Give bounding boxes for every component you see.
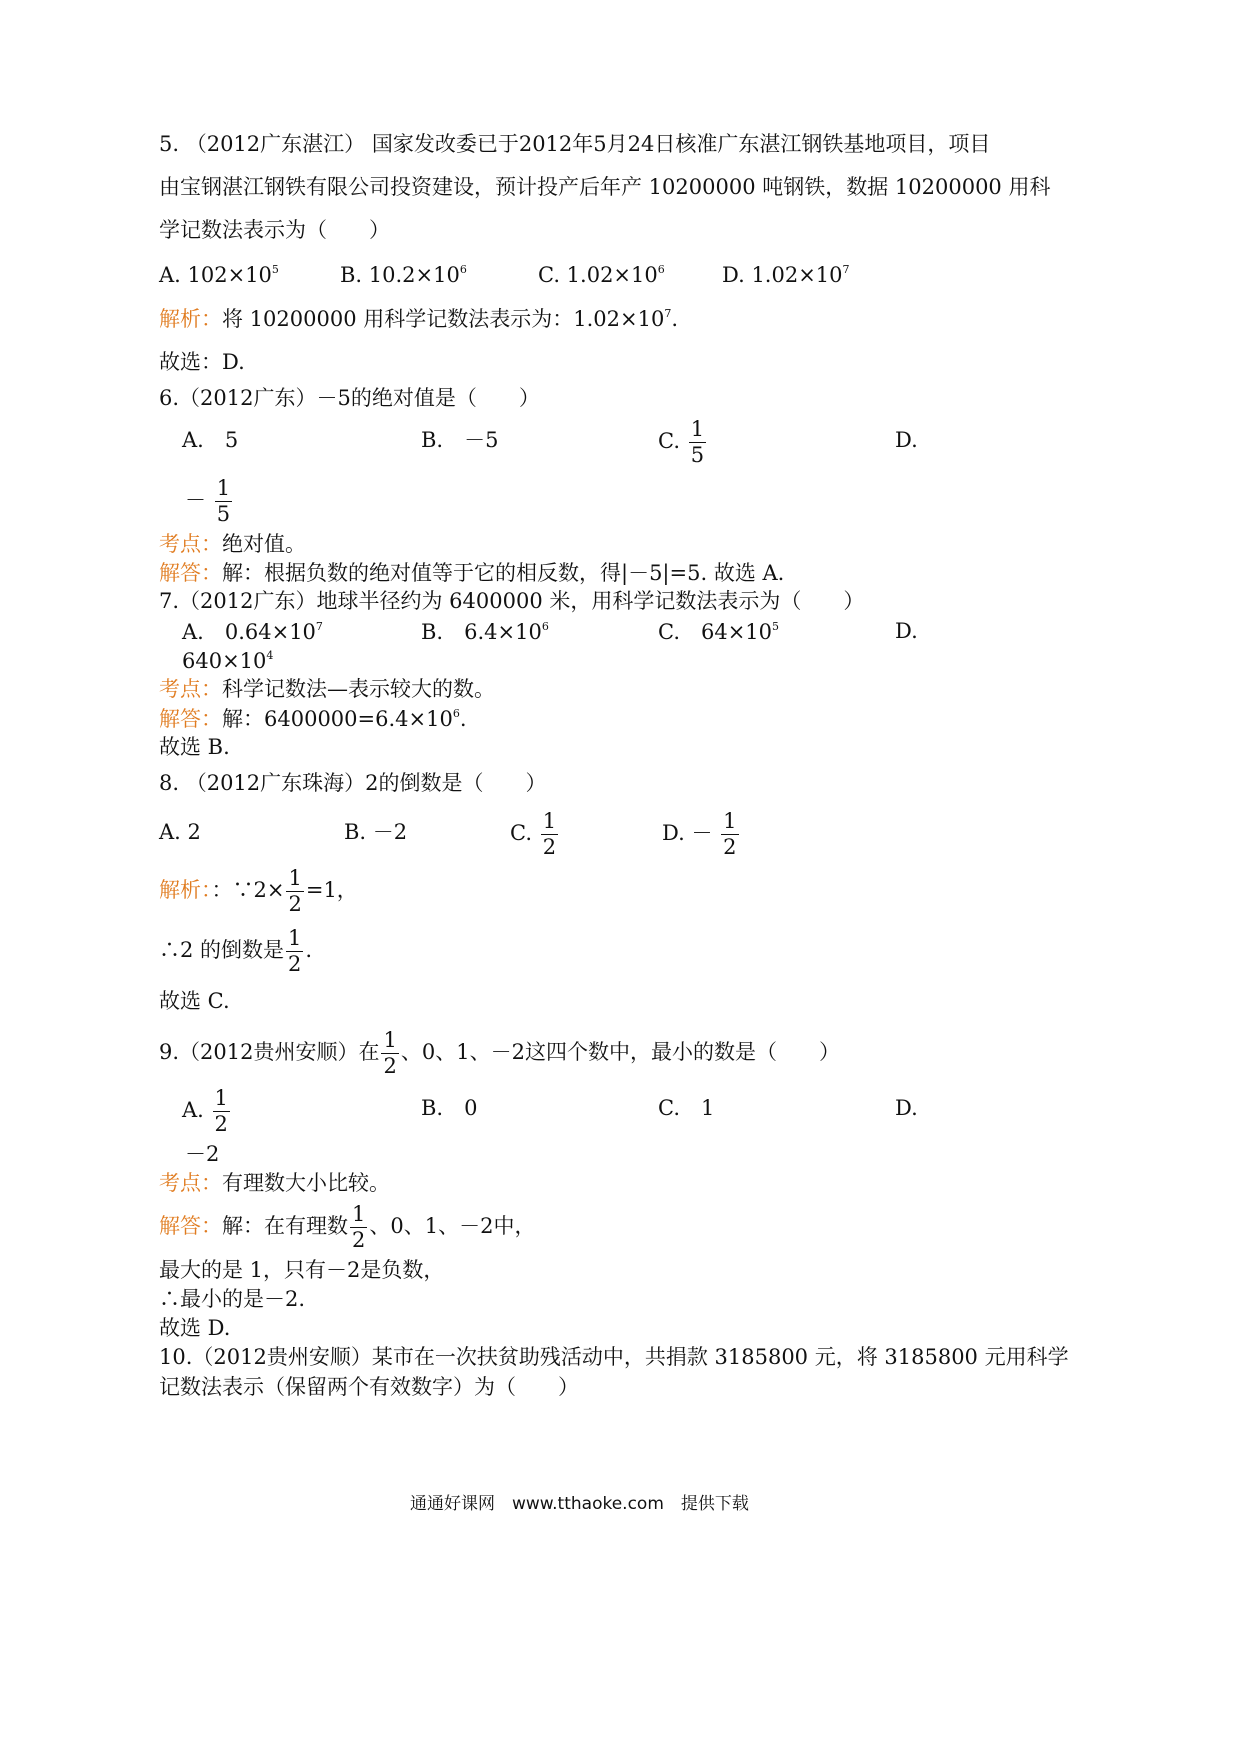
q9-option-b: B. 0 bbox=[421, 1096, 478, 1120]
q8-stem: 8. （2012广东珠海）2的倒数是（ ） bbox=[159, 771, 547, 795]
q7-option-d-value: $640\times 10^4$ bbox=[182, 649, 274, 673]
q9-option-d: D. bbox=[895, 1096, 918, 1120]
q5-analysis: 解析：将 10200000 用科学记数法表示为：$1.02\times 10^7$. bbox=[159, 307, 678, 331]
q7-kaodian: 考点：科学记数法—表示较大的数。 bbox=[159, 677, 495, 701]
q9-line3: ∴最小的是－2. bbox=[159, 1287, 306, 1311]
q6-stem: 6.（2012广东）－5的绝对值是（ ） bbox=[159, 386, 540, 410]
q8-analysis: 解析：：∵2× $\frac{1}{2}$ =1， bbox=[159, 866, 358, 916]
q9-line2: 最大的是 1，只有－2是负数， bbox=[159, 1258, 445, 1282]
q8-analysis-line2: ∴2 的倒数是 $\frac{1}{2}$ . bbox=[159, 926, 313, 976]
q7-answer: 故选 B. bbox=[159, 735, 230, 759]
fraction: $\frac{1}{2}$ bbox=[542, 809, 557, 859]
q8-option-b: B. －2 bbox=[344, 820, 408, 844]
q6-option-c: C. $\frac{1}{5}$ bbox=[658, 417, 705, 467]
q6-option-d: D. bbox=[895, 428, 918, 452]
q10-stem-line2: 记数法表示（保留两个有效数字）为（ ） bbox=[159, 1375, 579, 1399]
q6-kaodian: 考点：绝对值。 bbox=[159, 532, 306, 556]
q9-answer: 故选 D. bbox=[159, 1316, 231, 1340]
q5-stem-line2: 由宝钢湛江钢铁有限公司投资建设，预计投产后年产 10200000 吨钢铁，数据 10200000 用科 bbox=[159, 175, 1051, 199]
q9-stem: 9.（2012贵州安顺）在 $\frac{1}{2}$ 、0、1、－2这四个数中，最小的数是（ ） bbox=[159, 1028, 840, 1078]
q8-option-c: C. $\frac{1}{2}$ bbox=[510, 809, 557, 859]
q5-stem-line1: 5. （2012广东湛江） 国家发改委已于2012年5月24日核准广东湛江钢铁基地项目，项目 bbox=[159, 132, 991, 156]
q8-option-d: D. － $\frac{1}{2}$ bbox=[662, 809, 737, 859]
q5-option-b: B. $10.2\times 10^6$ bbox=[340, 263, 467, 287]
q5-option-c: C. $1.02\times 10^6$ bbox=[538, 263, 665, 287]
q6-option-a: A. 5 bbox=[182, 428, 239, 452]
q7-stem: 7.（2012广东）地球半径约为 6400000 米，用科学记数法表示为（ ） bbox=[159, 589, 865, 613]
q10-stem-line1: 10.（2012贵州安顺）某市在一次扶贫助残活动中，共捐款 3185800 元，将 3185800 元用科学 bbox=[159, 1345, 1069, 1369]
q9-option-c: C. 1 bbox=[658, 1096, 715, 1120]
q5-option-d: D. $1.02\times 10^7$ bbox=[722, 263, 850, 287]
fraction: $\frac{1}{2}$ bbox=[288, 926, 302, 976]
fraction: $\frac{1}{2}$ bbox=[288, 866, 302, 916]
fraction: $\frac{1}{5}$ bbox=[216, 476, 231, 526]
page-footer: 通通好课网 www.tthaoke.com 提供下载 bbox=[410, 1494, 749, 1514]
q9-kaodian: 考点：有理数大小比较。 bbox=[159, 1171, 390, 1195]
q5-answer: 故选：D. bbox=[159, 350, 245, 374]
q6-option-b: B. －5 bbox=[421, 428, 499, 452]
q7-option-b: B. $6.4\times 10^6$ bbox=[421, 620, 549, 644]
q6-option-d-value: － $\frac{1}{5}$ bbox=[185, 476, 231, 526]
q9-jieda: 解答：解：在有理数 $\frac{1}{2}$ 、0、1、－2中， bbox=[159, 1202, 536, 1252]
q8-option-a: A. 2 bbox=[159, 820, 201, 844]
fraction: $\frac{1}{2}$ bbox=[383, 1028, 397, 1078]
q7-option-a: A. $0.64\times 10^7$ bbox=[182, 620, 323, 644]
fraction: $\frac{1}{2}$ bbox=[352, 1202, 366, 1252]
fraction: $\frac{1}{2}$ bbox=[214, 1086, 228, 1136]
fraction: $\frac{1}{2}$ bbox=[723, 809, 737, 859]
fraction: $\frac{1}{5}$ bbox=[690, 417, 705, 467]
q7-jieda: 解答：解：$6400000=6.4\times 10^6$. bbox=[159, 707, 467, 731]
q5-option-a: A. $102\times 10^5$ bbox=[159, 263, 279, 287]
q9-option-d-value: －2 bbox=[185, 1142, 220, 1166]
q7-option-d: D. bbox=[895, 619, 918, 643]
q7-option-c: C. $64\times 10^5$ bbox=[658, 620, 780, 644]
q8-answer: 故选 C. bbox=[159, 989, 230, 1013]
q5-stem-line3: 学记数法表示为（ ） bbox=[159, 218, 390, 242]
analysis-label: 解析： bbox=[159, 307, 222, 331]
q6-jieda: 解答：解：根据负数的绝对值等于它的相反数，得|－5|=5. 故选 A. bbox=[159, 561, 785, 585]
q9-option-a: A. $\frac{1}{2}$ bbox=[182, 1086, 228, 1136]
